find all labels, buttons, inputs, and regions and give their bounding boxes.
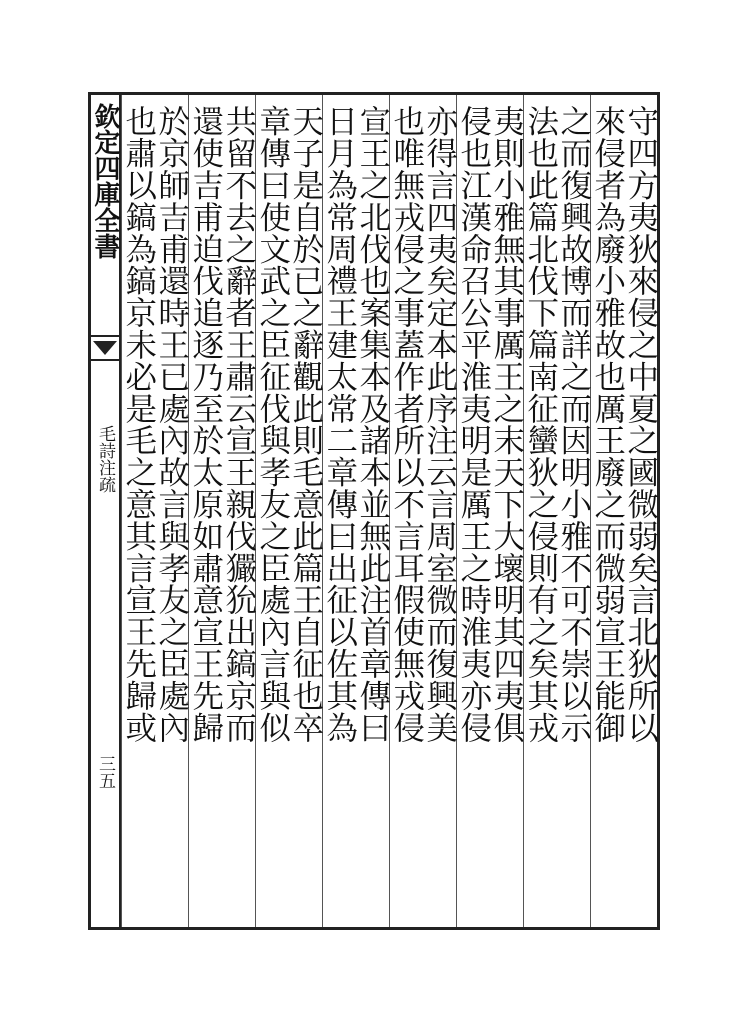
column-text: 亦得言四夷矣定本此序注云言周室微而復興美 (421, 105, 458, 743)
text-column (222, 95, 256, 927)
page-frame (88, 92, 660, 930)
text-column (624, 95, 658, 927)
text-column (523, 95, 557, 927)
text-column (389, 95, 423, 927)
column-text: 於京師吉甫還時王已處內故言與孝友之臣處內 (153, 105, 190, 743)
column-text: 夷則小雅無其事厲王之末天下大壞明其四夷俱 (488, 105, 525, 743)
text-column (188, 95, 222, 927)
fishtail-mark-icon (91, 335, 119, 361)
text-column (590, 95, 624, 927)
page-number: 三五 (95, 755, 115, 789)
text-column (121, 95, 155, 927)
text-columns (121, 95, 657, 927)
text-column (423, 95, 457, 927)
collection-title: 欽定四庫全書 (90, 103, 120, 259)
page-margin-strip (91, 95, 121, 927)
column-text: 守四方夷狄來侵之中夏之國微弱矣言北狄所以 (622, 105, 659, 743)
column-text: 來侵者為廢小雅故也厲王廢之而微弱宣王能御 (589, 105, 626, 743)
column-text: 宣王之北伐也案集本及諸本並無此注首章傳曰 (354, 105, 391, 743)
column-text: 也唯無戎侵之事蓋作者所以不言耳假使無戎侵 (388, 105, 425, 743)
text-column (557, 95, 591, 927)
text-column (456, 95, 490, 927)
column-text: 共留不去之辭者王肅云宣王親伐玁狁出鎬京而 (220, 105, 257, 743)
column-text: 還使吉甫迫伐追逐乃至於太原如肅意宣王先歸 (187, 105, 224, 743)
column-text: 法也此篇北伐下篇南征蠻狄之侵則有之矣其戎 (522, 105, 559, 743)
column-text: 也肅以鎬為鎬京未必是毛之意其言宣王先歸或 (120, 105, 157, 743)
text-column (155, 95, 189, 927)
column-text: 侵也江漢命召公平淮夷明是厲王之時淮夷亦侵 (455, 105, 492, 743)
column-text: 日月為常周禮王建太常二章傳曰出征以佐其為 (321, 105, 358, 743)
text-column (322, 95, 356, 927)
text-column (356, 95, 390, 927)
column-text: 章傳曰使文武之臣征伐與孝友之臣處內言與似 (254, 105, 291, 743)
text-column (490, 95, 524, 927)
column-text: 之而復興故博而詳之而因明小雅不可不崇以示 (555, 105, 592, 743)
column-text: 天子是自於已之辭觀此則毛意此篇王自征也卒 (287, 105, 324, 743)
text-column (255, 95, 289, 927)
book-title: 毛詩注疏 (95, 425, 115, 493)
text-column (289, 95, 323, 927)
